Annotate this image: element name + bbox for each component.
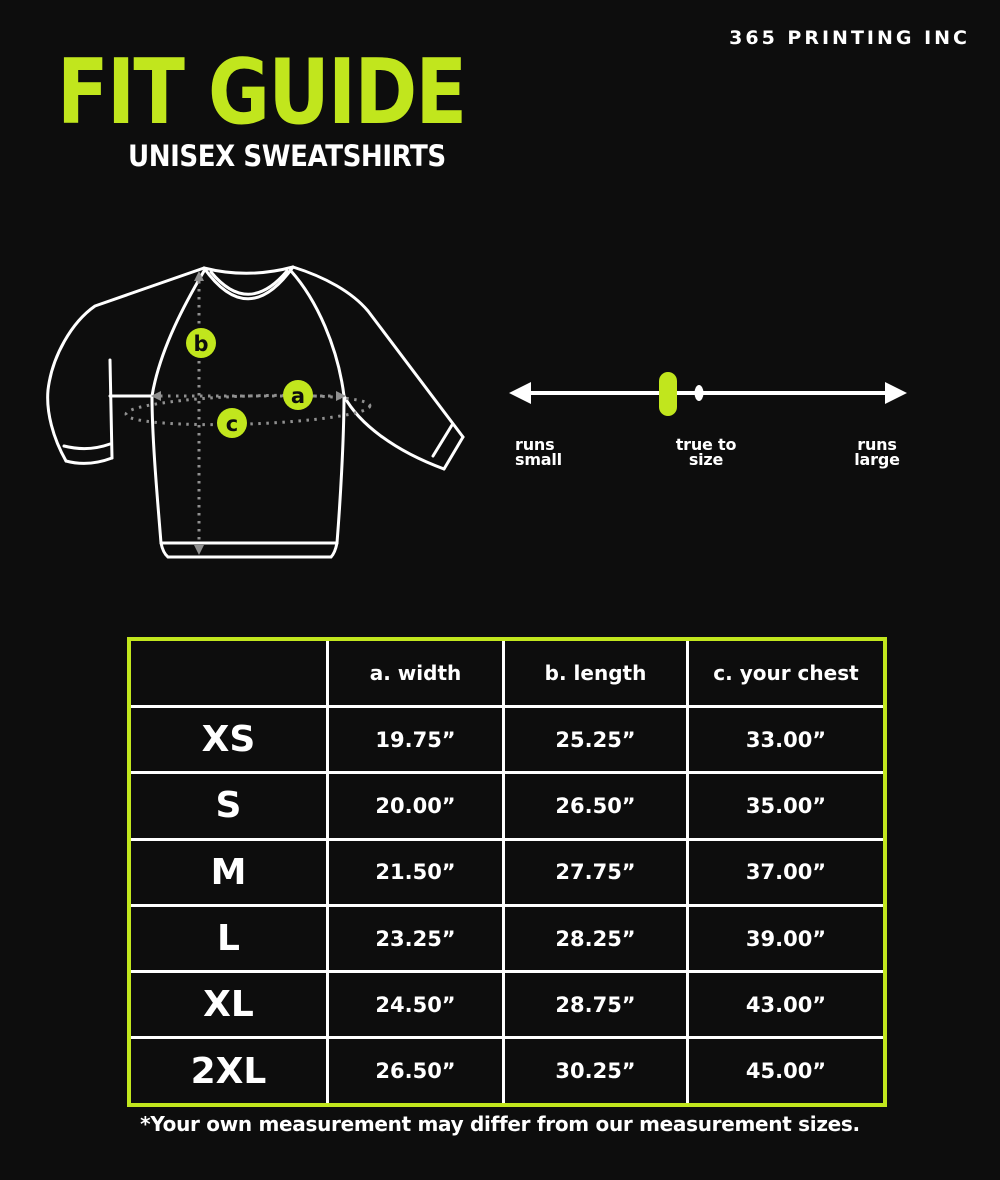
size-cell: 2XL (131, 1039, 326, 1102)
page-title: FIT GUIDE (57, 40, 466, 145)
left-body-edge (152, 271, 204, 543)
sweatshirt-outline (48, 267, 463, 557)
left-cuff-bottom (66, 458, 112, 463)
length-cell: 28.75” (505, 973, 686, 1036)
footnote: *Your own measurement may differ from our measurement sizes. (140, 1112, 860, 1136)
chest-cell: 37.00” (689, 841, 883, 904)
label-line: small (515, 450, 562, 469)
right-sleeve-underside (344, 396, 444, 469)
sweatshirt-diagram (40, 245, 500, 575)
fit-scale-label-runs-large (831, 437, 923, 467)
label-line: size (688, 450, 724, 469)
label-line: runs (857, 435, 897, 454)
length-cell: 25.25” (505, 708, 686, 771)
width-cell: 24.50” (329, 973, 502, 1036)
chest-cell: 43.00” (689, 973, 883, 1036)
header-cell-chest: c. your chest (689, 641, 883, 705)
label-line: true to (675, 435, 737, 454)
marker-a (283, 380, 313, 410)
right-cuff-end (444, 437, 463, 469)
left-cuff-band (64, 444, 110, 449)
marker-b-letter: b (193, 332, 209, 356)
fit-scale-label-runs-small (515, 437, 605, 467)
width-cell: 23.25” (329, 907, 502, 970)
width-cell: 20.00” (329, 774, 502, 837)
size-cell: XS (131, 708, 326, 771)
header-cell-blank (131, 641, 326, 705)
hem-right-edge (331, 543, 337, 557)
true-to-size-marker (659, 372, 677, 416)
arrow-down-icon (194, 545, 204, 555)
size-cell: M (131, 841, 326, 904)
length-cell: 27.75” (505, 841, 686, 904)
chest-cell: 33.00” (689, 708, 883, 771)
fit-scale-arrow-left-icon (509, 382, 531, 404)
width-cell: 21.50” (329, 841, 502, 904)
marker-c (217, 408, 247, 438)
page-subtitle: UNISEX SWEATSHIRTS (128, 139, 446, 173)
scale-dot (695, 385, 704, 401)
marker-b (186, 328, 216, 358)
right-cuff-band (433, 425, 452, 456)
fit-scale-arrow-right-icon (885, 382, 907, 404)
width-cell: 19.75” (329, 708, 502, 771)
left-sleeve-outer (48, 268, 204, 461)
chest-cell: 45.00” (689, 1039, 883, 1102)
width-cell: 26.50” (329, 1039, 502, 1102)
measurement-dotted-lines (126, 281, 371, 545)
collar-top-edge (204, 267, 293, 273)
marker-c-letter: c (225, 412, 239, 436)
label-line: runs (515, 435, 555, 454)
fit-scale-label-true-to-size (640, 437, 772, 467)
size-cell: S (131, 774, 326, 837)
hem-left-edge (161, 543, 168, 557)
size-cell: L (131, 907, 326, 970)
length-cell: 28.25” (505, 907, 686, 970)
size-cell: XL (131, 973, 326, 1036)
header-cell-width: a. width (329, 641, 502, 705)
length-cell: 30.25” (505, 1039, 686, 1102)
chest-cell: 35.00” (689, 774, 883, 837)
label-line: large (854, 450, 900, 469)
fit-scale (500, 358, 920, 428)
marker-a-letter: a (290, 384, 306, 408)
length-cell: 26.50” (505, 774, 686, 837)
brand-name: 365 PRINTING INC (729, 27, 970, 49)
right-sleeve-outer (290, 267, 463, 437)
chest-cell: 39.00” (689, 907, 883, 970)
size-table (127, 637, 887, 1107)
header-cell-length: b. length (505, 641, 686, 705)
